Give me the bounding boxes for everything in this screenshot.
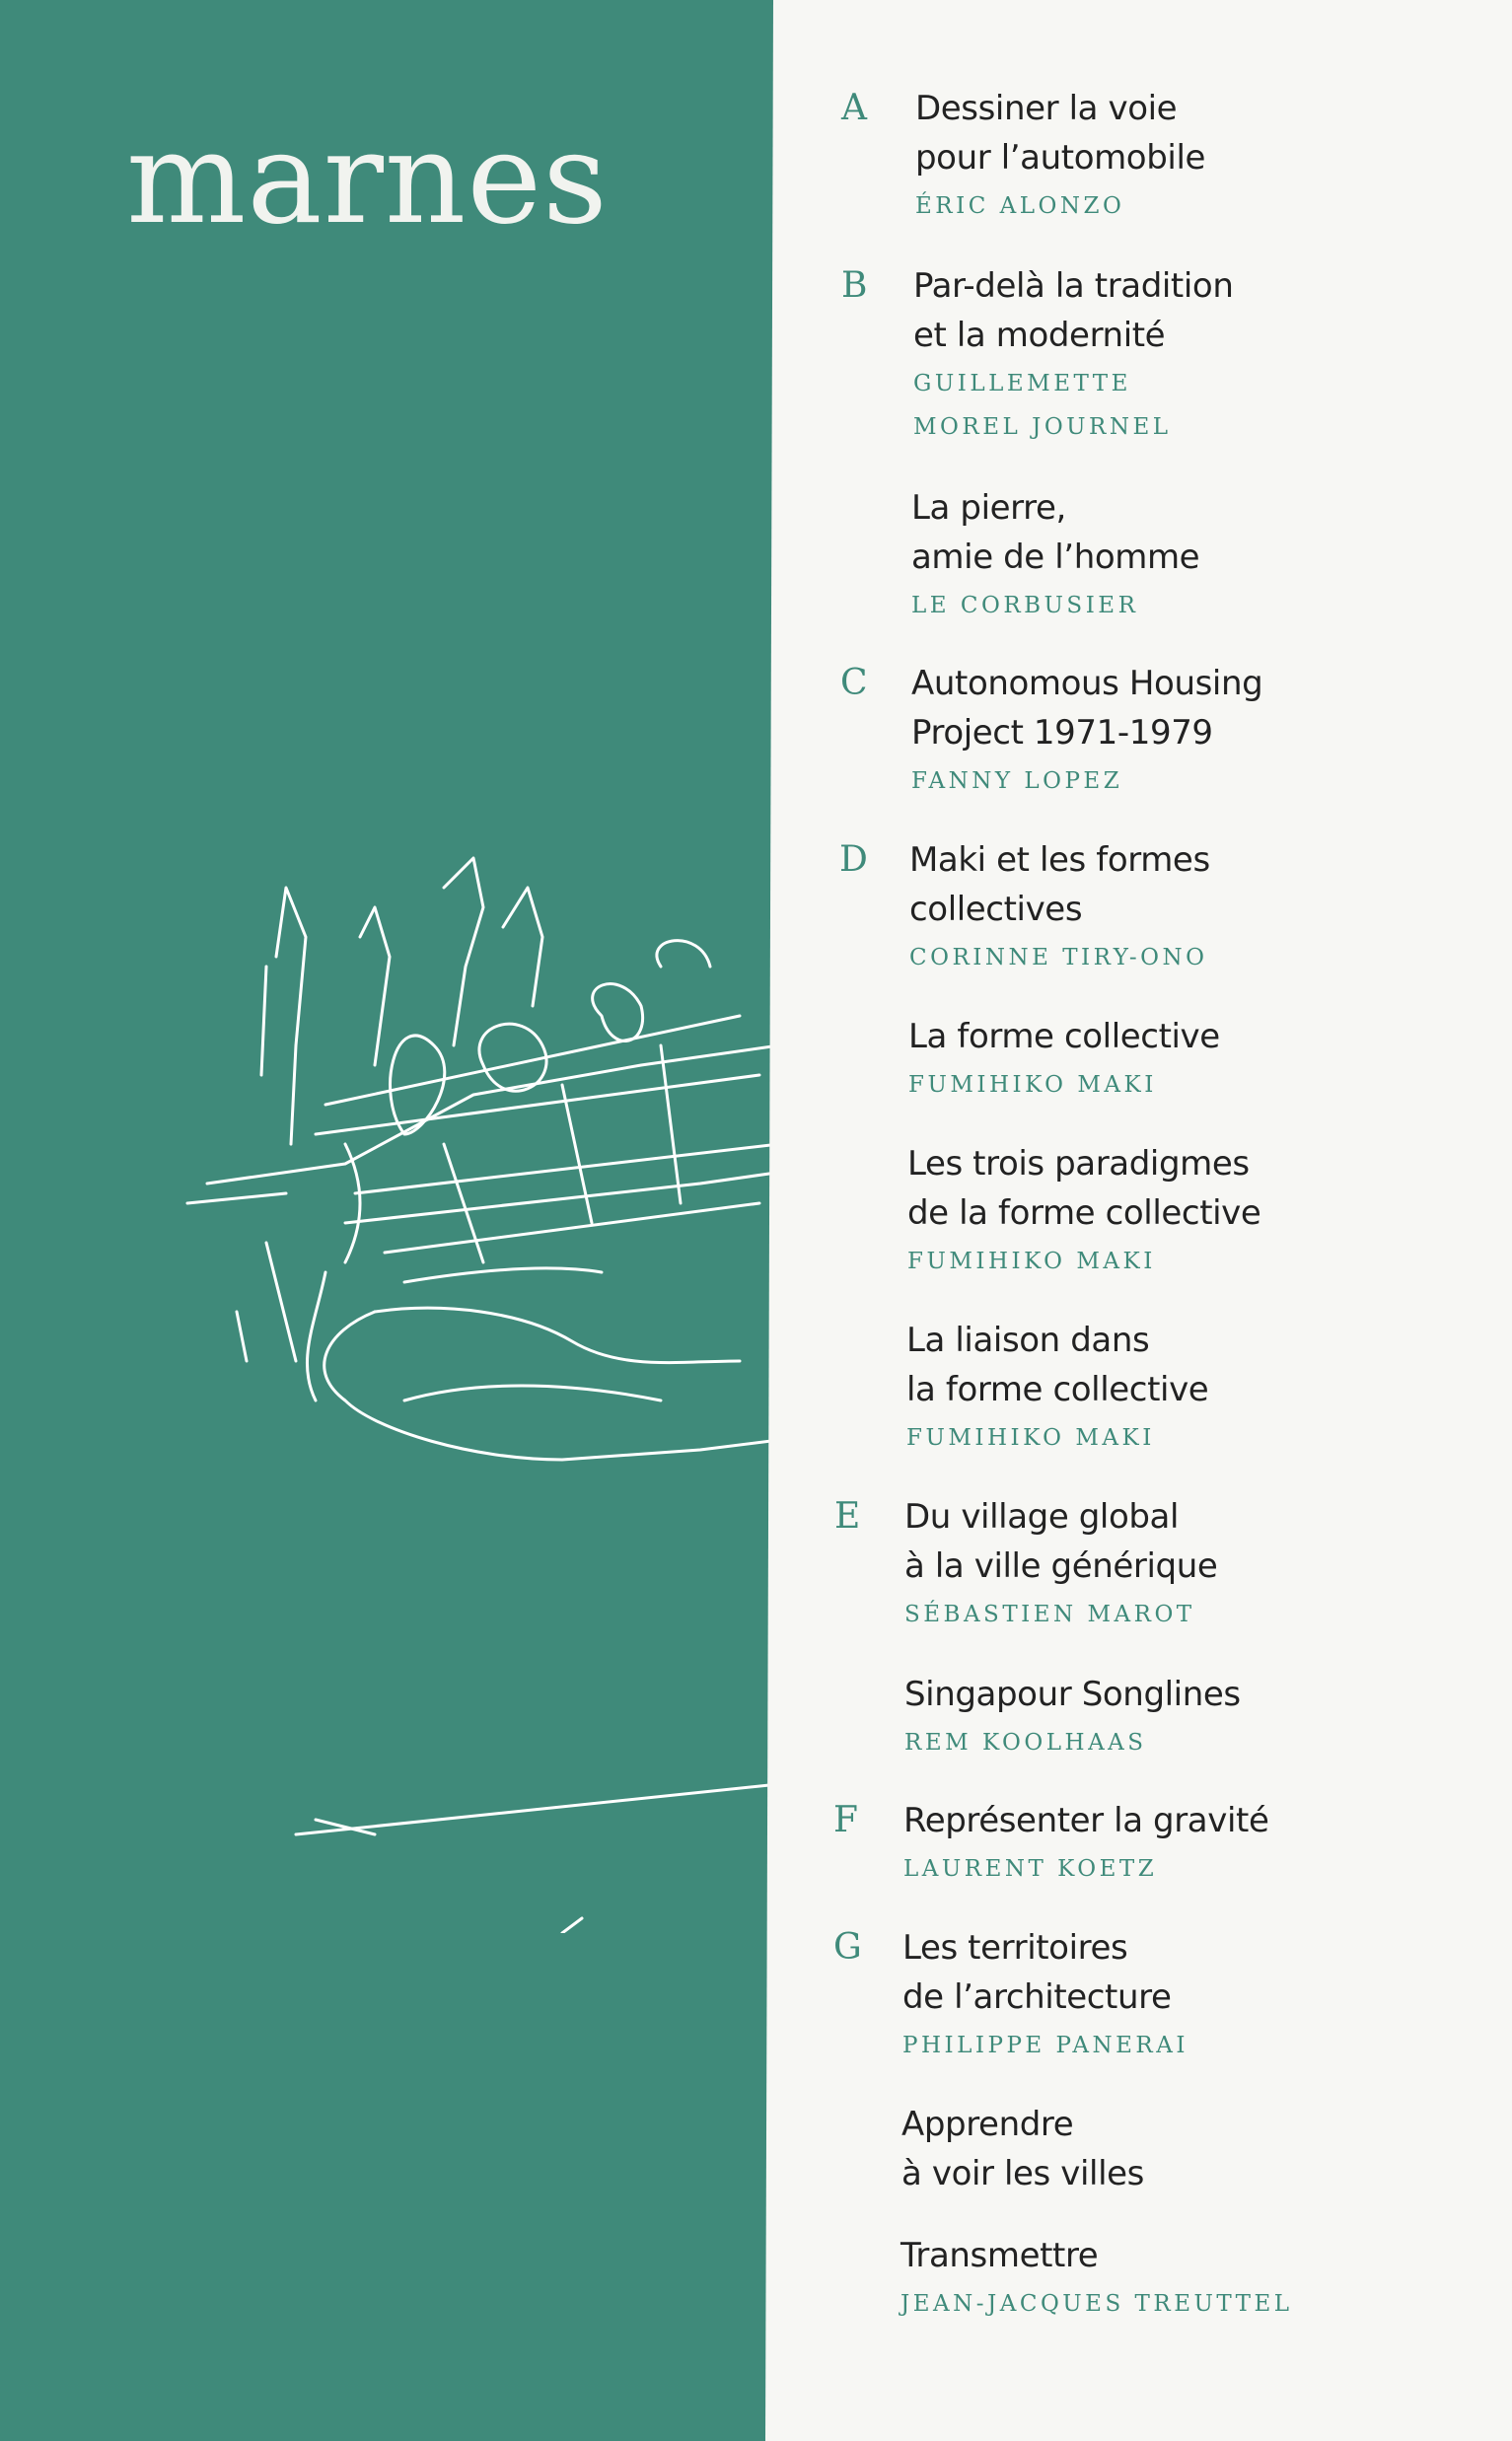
article-title: Autonomous Housing Project 1971-1979	[911, 664, 1263, 753]
article-author: CORINNE TIRY-ONO	[909, 945, 1208, 970]
section-letter: F	[833, 1800, 858, 1840]
section-letter: D	[839, 839, 868, 880]
article-author: FANNY LOPEZ	[911, 768, 1123, 794]
magazine-title: marnes	[126, 106, 609, 252]
article-author: JEAN-JACQUES TREUTTEL	[900, 2291, 1293, 2317]
section-letter: G	[833, 1927, 862, 1968]
article-author: LE CORBUSIER	[911, 593, 1139, 618]
article-title: Les trois paradigmes de la forme collective	[907, 1144, 1261, 1233]
article-title: La forme collective	[908, 1017, 1220, 1056]
section-letter: E	[834, 1496, 861, 1537]
article-author: SÉBASTIEN MAROT	[904, 1602, 1195, 1627]
article-title: Du village global à la ville générique	[904, 1497, 1218, 1586]
article-author: FUMIHIKO MAKI	[908, 1072, 1157, 1098]
article-title: Les territoires de l’architecture	[902, 1928, 1172, 2017]
article-author: GUILLEMETTE MOREL JOURNEL	[913, 371, 1172, 440]
article-author: FUMIHIKO MAKI	[907, 1249, 1156, 1274]
article-author: ÉRIC ALONZO	[915, 193, 1125, 219]
article-author: PHILIPPE PANERAI	[902, 2033, 1188, 2058]
article-title: La pierre, amie de l’homme	[911, 488, 1200, 577]
article-author: FUMIHIKO MAKI	[906, 1425, 1155, 1451]
section-letter: B	[841, 265, 868, 306]
article-title: Par-delà la tradition et la modernité	[913, 266, 1234, 355]
article-title: Apprendre à voir les villes	[901, 2105, 1144, 2193]
section-letter: C	[840, 663, 868, 703]
article-title: Maki et les formes collectives	[909, 840, 1210, 929]
article-title: Représenter la gravité	[903, 1801, 1269, 1840]
article-title: Singapour Songlines	[904, 1675, 1241, 1714]
article-author: REM KOOLHAAS	[904, 1730, 1147, 1756]
article-title: La liaison dans la forme collective	[906, 1321, 1209, 1409]
article-title: Transmettre	[900, 2236, 1099, 2275]
section-letter: A	[841, 88, 867, 128]
article-title: Dessiner la voie pour l’automobile	[915, 89, 1206, 178]
article-author: LAURENT KOETZ	[903, 1856, 1158, 1882]
